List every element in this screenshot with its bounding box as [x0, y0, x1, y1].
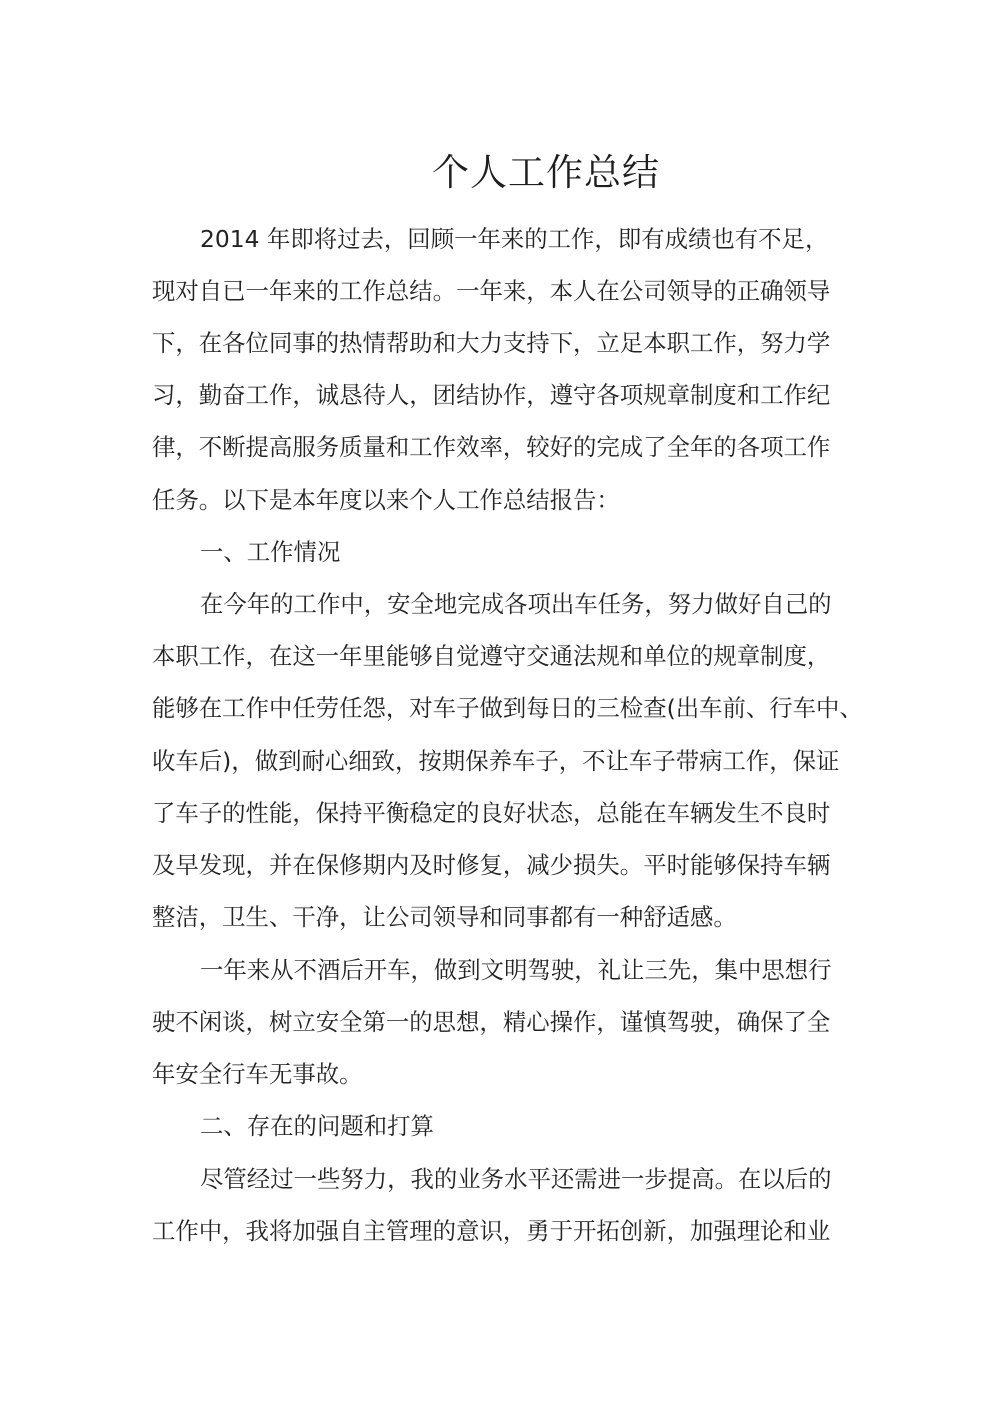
text-line: 及早发现，并在保修期内及时修复，减少损失。平时能够保持车辆 [152, 851, 831, 879]
text-line: 尽管经过一些努力，我的业务水平还需进一步提高。在以后的 [200, 1165, 832, 1193]
text-line: 现对自已一年来的工作总结。一年来，本人在公司领导的正确领导 [152, 277, 831, 305]
text-line: 年安全行车无事故。 [152, 1060, 363, 1088]
section-heading: 一、工作情况 [200, 538, 341, 566]
text-line: 任务。以下是本年度以来个人工作总结报告： [152, 486, 620, 514]
text-line: 了车子的性能，保持平衡稳定的良好状态，总能在车辆发生不良时 [152, 799, 831, 827]
text-line: 2014 年即将过去，回顾一年来的工作，即有成绩也有不足， [200, 225, 829, 253]
text-line: 在今年的工作中，安全地完成各项出车任务，努力做好自己的 [200, 590, 832, 618]
text-line: 下，在各位同事的热情帮助和大力支持下，立足本职工作，努力学 [152, 329, 831, 357]
text-line: 工作中，我将加强自主管理的意识，勇于开拓创新，加强理论和业 [152, 1217, 831, 1245]
text-line: 本职工作，在这一年里能够自觉遵守交通法规和单位的规章制度， [152, 642, 831, 670]
text-line: 收车后)，做到耐心细致，按期保养车子，不让车子带病工作，保证 [152, 747, 840, 775]
text-line: 能够在工作中任劳任怨，对车子做到每日的三检查(出车前、行车中、 [152, 694, 863, 722]
text-line: 一年来从不酒后开车，做到文明驾驶，礼让三先，集中思想行 [200, 956, 832, 984]
text-line: 驶不闲谈，树立安全第一的思想，精心操作，谨慎驾驶，确保了全 [152, 1008, 831, 1036]
text-line: 律，不断提高服务质量和工作效率，较好的完成了全年的各项工作 [152, 433, 831, 461]
document-title: 个人工作总结 [432, 151, 660, 194]
text-line: 整洁，卫生、干净，让公司领导和同事都有一种舒适感。 [152, 903, 737, 931]
text-line: 习，勤奋工作，诚恳待人，团结协作，遵守各项规章制度和工作纪 [152, 381, 831, 409]
section-heading: 二、存在的问题和打算 [200, 1112, 434, 1140]
